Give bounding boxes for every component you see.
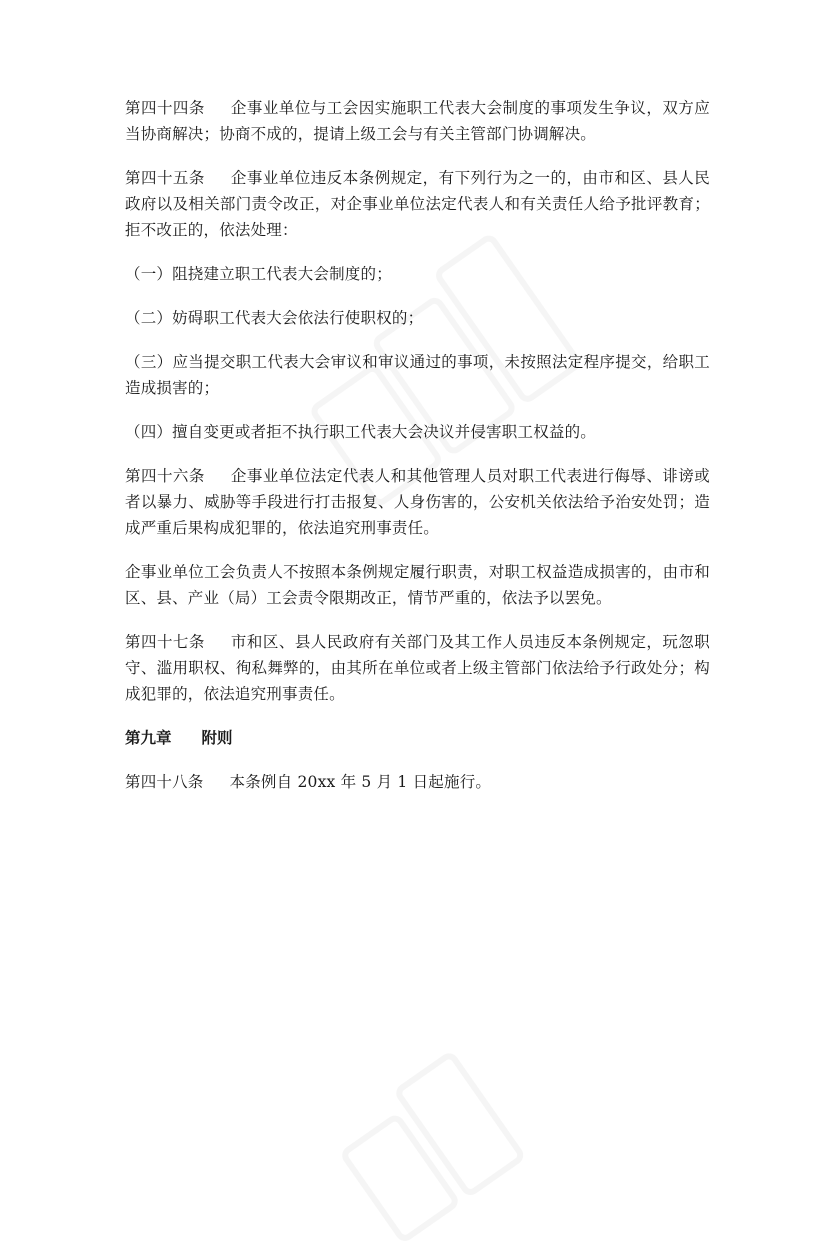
watermark (327, 1010, 593, 1259)
chapter-number: 第九章 (125, 729, 172, 747)
article-text: 企事业单位违反本条例规定，有下列行为之一的，由市和区、县人民政府以及相关部门责令改正，对企事业单位法定代表人和有关责任人给予批评教育；拒不改正的，依法处理： (125, 169, 710, 239)
chapter-heading (125, 725, 710, 751)
body-paragraph (125, 559, 710, 611)
list-item-text: （二）妨碍职工代表大会依法行使职权的； (125, 309, 424, 327)
article-number: 第四十四条 (125, 99, 205, 117)
article-paragraph (125, 629, 710, 707)
article-paragraph (125, 463, 710, 541)
document-body (125, 95, 710, 813)
article-text: 本条例自 20xx 年 5 月 1 日起施行。 (229, 773, 492, 791)
article-number: 第四十八条 (125, 773, 204, 791)
article-text: 市和区、县人民政府有关部门及其工作人员违反本条例规定，玩忽职守、滥用职权、徇私舞弊的，由其所在单位或者上级主管部门依法给予行政处分；构成犯罪的，依法追究刑事责任。 (125, 633, 710, 703)
article-number: 第四十六条 (125, 467, 205, 485)
chapter-title: 附则 (201, 729, 233, 747)
list-item (125, 305, 710, 331)
paragraph-text: 企事业单位工会负责人不按照本条例规定履行职责，对职工权益造成损害的，由市和区、县、产业（局）工会责令限期改正，情节严重的，依法予以罢免。 (125, 563, 710, 607)
article-text: 企事业单位法定代表人和其他管理人员对职工代表进行侮辱、诽谤或者以暴力、威胁等手段进行打击报复、人身伤害的，公安机关依法给予治安处罚；造成严重后果构成犯罪的，依法追究刑事责任。 (125, 467, 710, 537)
article-number: 第四十五条 (125, 169, 205, 187)
article-paragraph (125, 769, 710, 795)
article-number: 第四十七条 (125, 633, 205, 651)
list-item-text: （一）阻挠建立职工代表大会制度的； (125, 265, 392, 283)
list-item (125, 349, 710, 401)
article-paragraph (125, 95, 710, 147)
article-text: 企事业单位与工会因实施职工代表大会制度的事项发生争议，双方应当协商解决；协商不成的，提请上级工会与有关主管部门协调解决。 (125, 99, 710, 143)
list-item-text: （三）应当提交职工代表大会审议和审议通过的事项，未按照法定程序提交，给职工造成损害的； (125, 353, 710, 397)
list-item (125, 261, 710, 287)
list-item (125, 419, 710, 445)
article-paragraph (125, 165, 710, 243)
list-item-text: （四）擅自变更或者拒不执行职工代表大会决议并侵害职工权益的。 (125, 423, 597, 441)
